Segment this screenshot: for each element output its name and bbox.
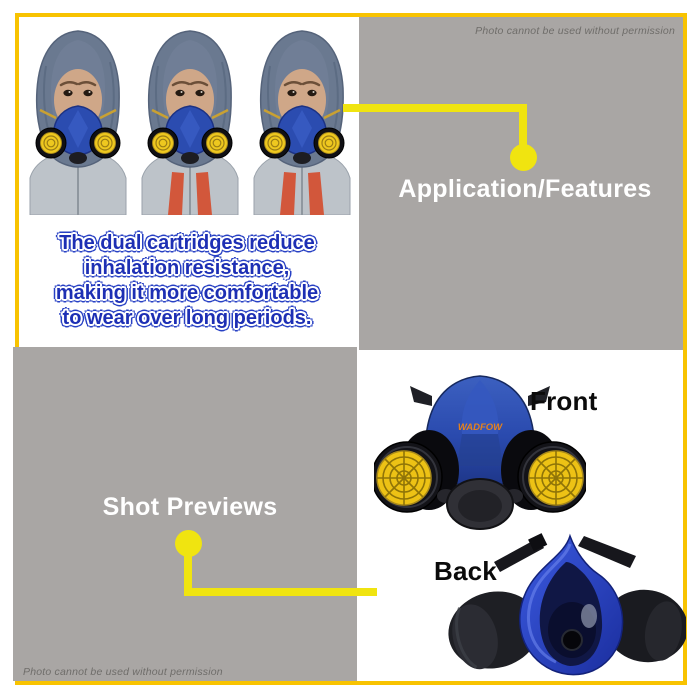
feature-line-1: The dual cartridges reduce	[59, 232, 315, 254]
back-view-photo	[446, 528, 686, 684]
worker-photo-middle	[142, 31, 238, 215]
front-label: Front	[530, 386, 598, 416]
feature-line-4: to wear over long periods.	[62, 307, 312, 329]
shot-previews-callout-line-horizontal	[184, 588, 377, 596]
feature-text	[19, 231, 355, 331]
front-strap-left	[410, 386, 432, 406]
brand-text: WADFOW	[457, 422, 503, 433]
photo-permission-notice-top: Photo cannot be used without permission	[475, 25, 675, 37]
feature-line-2: inhalation resistance,	[84, 257, 290, 279]
application-callout-line-horizontal	[343, 104, 527, 112]
shot-previews-label: Shot Previews	[102, 493, 278, 521]
workers-photo	[22, 26, 358, 215]
back-label: Back	[434, 556, 497, 586]
application-callout-line-vertical	[519, 104, 527, 149]
worker-photo-left	[30, 31, 126, 215]
photo-permission-notice-bottom: Photo cannot be used without permission	[23, 666, 223, 678]
feature-line-3: making it more comfortable	[55, 282, 319, 304]
worker-photo-right	[254, 31, 350, 215]
application-features-label: Application/Features	[398, 175, 652, 203]
application-callout-dot	[510, 144, 537, 171]
